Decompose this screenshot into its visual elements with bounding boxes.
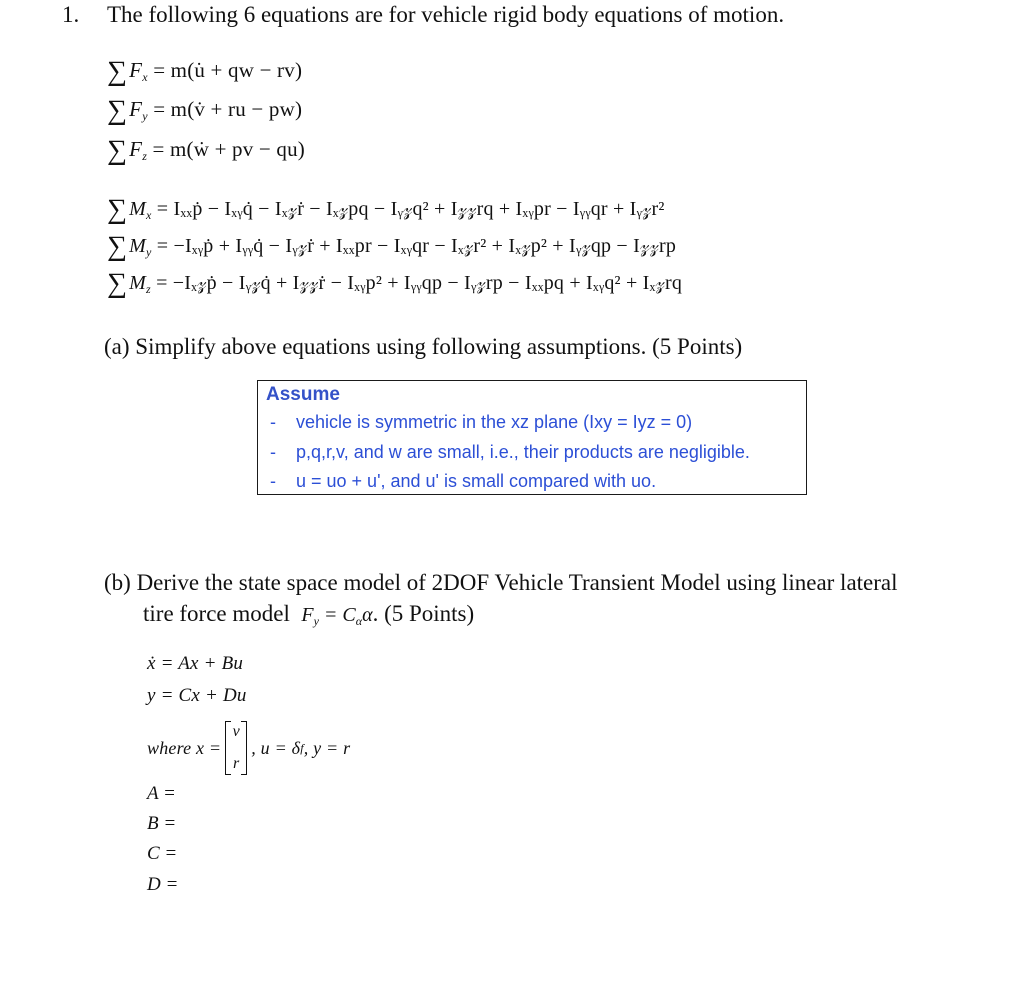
state-definitions xyxy=(147,720,350,776)
moment-equation-x-rhs: = Iₓₓṗ − Iₓᵧq̇ − Iₓ𝓏ṙ − Iₓ𝓏pq − Iᵧ𝓏q² + I𝓏𝓏rq + Iₓᵧpr − Iᵧᵧqr + Iᵧ𝓏r² xyxy=(156,198,665,220)
output-equation: y = Cx + Du xyxy=(147,685,247,706)
assume-title: Assume xyxy=(266,384,340,405)
state-vector-top: v xyxy=(232,723,240,740)
part-b-line2-suffix: . (5 Points) xyxy=(372,601,475,626)
moment-equation-z: ∑ $M_z$ = −Iₓ𝓏ṗ − Iᵧ𝓏q̇ + I𝓏𝓏ṙ − Iₓᵧp² + Iᵧᵧqp − Iᵧ𝓏rp − Iₓₓpq + Iₓᵧq² + Iₓ𝓏rq xyxy=(107,268,683,299)
matrix-a-label: A = xyxy=(147,783,176,804)
force-equation-x-rhs: = m(u̇ + qw − rv) xyxy=(153,58,303,82)
where-label: where x = xyxy=(147,738,222,758)
part-b-line2-prefix: tire force model xyxy=(143,601,290,626)
moment-equation-y: ∑ $M_y$ = −Iₓᵧṗ + Iᵧᵧq̇ − Iᵧ𝓏ṙ + Iₓₓpr − Iₓᵧqr − Iₓ𝓏r² + Iₓ𝓏p² + Iᵧ𝓏qp − I𝓏𝓏rp xyxy=(107,231,677,262)
matrix-b-label: B = xyxy=(147,813,177,834)
force-equation-x: $\sum F_x$ = m(u̇ + qw − rv) xyxy=(107,56,303,87)
tire-force-model: $F_y = C_\alpha\alpha$ xyxy=(301,604,373,628)
state-vector xyxy=(225,721,247,775)
assume-item: - u = uo + u', and u' is small compared with uo. xyxy=(270,471,657,491)
input-definition-sub: f xyxy=(300,741,304,755)
matrix-c-label: C = xyxy=(147,843,178,864)
part-b-prompt-line1: (b) Derive the state space model of 2DOF Vehicle Transient Model using linear lateral xyxy=(104,570,898,595)
part-b-prompt-line2 xyxy=(143,601,474,629)
input-definition: , u = δ xyxy=(251,738,301,758)
part-a-prompt: (a) Simplify above equations using following assumptions. (5 Points) xyxy=(104,334,743,359)
assume-item-text: p,q,r,v, and w are small, i.e., their products are negligible. xyxy=(296,442,750,462)
assume-item-text: vehicle is symmetric in the xz plane (Ixy = Iyz = 0) xyxy=(296,412,693,432)
force-equation-y-rhs: = m(v̇ + ru − pw) xyxy=(153,97,303,121)
state-equation: ẋ = Ax + Bu xyxy=(147,653,244,674)
assume-item-text: u = uo + u', and u' is small compared with uo. xyxy=(296,471,657,491)
output-definition: , y = r xyxy=(303,738,351,758)
force-equation-y: $\sum F_y$ = m(v̇ + ru − pw) xyxy=(107,95,303,126)
question-number: 1. xyxy=(62,2,80,27)
matrix-d-label: D = xyxy=(147,874,179,895)
force-equation-z: $\sum F_z$ = m(ẇ + pv − qu) xyxy=(107,135,305,166)
assume-item: - vehicle is symmetric in the xz plane (Ixy = Iyz = 0) xyxy=(270,412,693,432)
state-vector-bottom: r xyxy=(233,755,240,772)
assume-box xyxy=(257,380,807,495)
moment-equation-z-rhs: = −Iₓ𝓏ṗ − Iᵧ𝓏q̇ + I𝓏𝓏ṙ − Iₓᵧp² + Iᵧᵧqp − Iᵧ𝓏rp − Iₓₓpq + Iₓᵧq² + Iₓ𝓏rq xyxy=(156,272,683,294)
assume-item: - p,q,r,v, and w are small, i.e., their products are negligible. xyxy=(270,442,750,462)
force-equation-z-rhs: = m(ẇ + pv − qu) xyxy=(152,137,305,161)
moment-equation-x: ∑ $M_x$ = Iₓₓṗ − Iₓᵧq̇ − Iₓ𝓏ṙ − Iₓ𝓏pq − Iᵧ𝓏q² + I𝓏𝓏rq + Iₓᵧpr − Iᵧᵧqr + Iᵧ𝓏r² xyxy=(107,194,665,225)
question-intro: The following 6 equations are for vehicle rigid body equations of motion. xyxy=(107,2,785,27)
moment-equation-y-rhs: = −Iₓᵧṗ + Iᵧᵧq̇ − Iᵧ𝓏ṙ + Iₓₓpr − Iₓᵧqr − Iₓ𝓏r² + Iₓ𝓏p² + Iᵧ𝓏qp − I𝓏𝓏rp xyxy=(156,235,677,257)
